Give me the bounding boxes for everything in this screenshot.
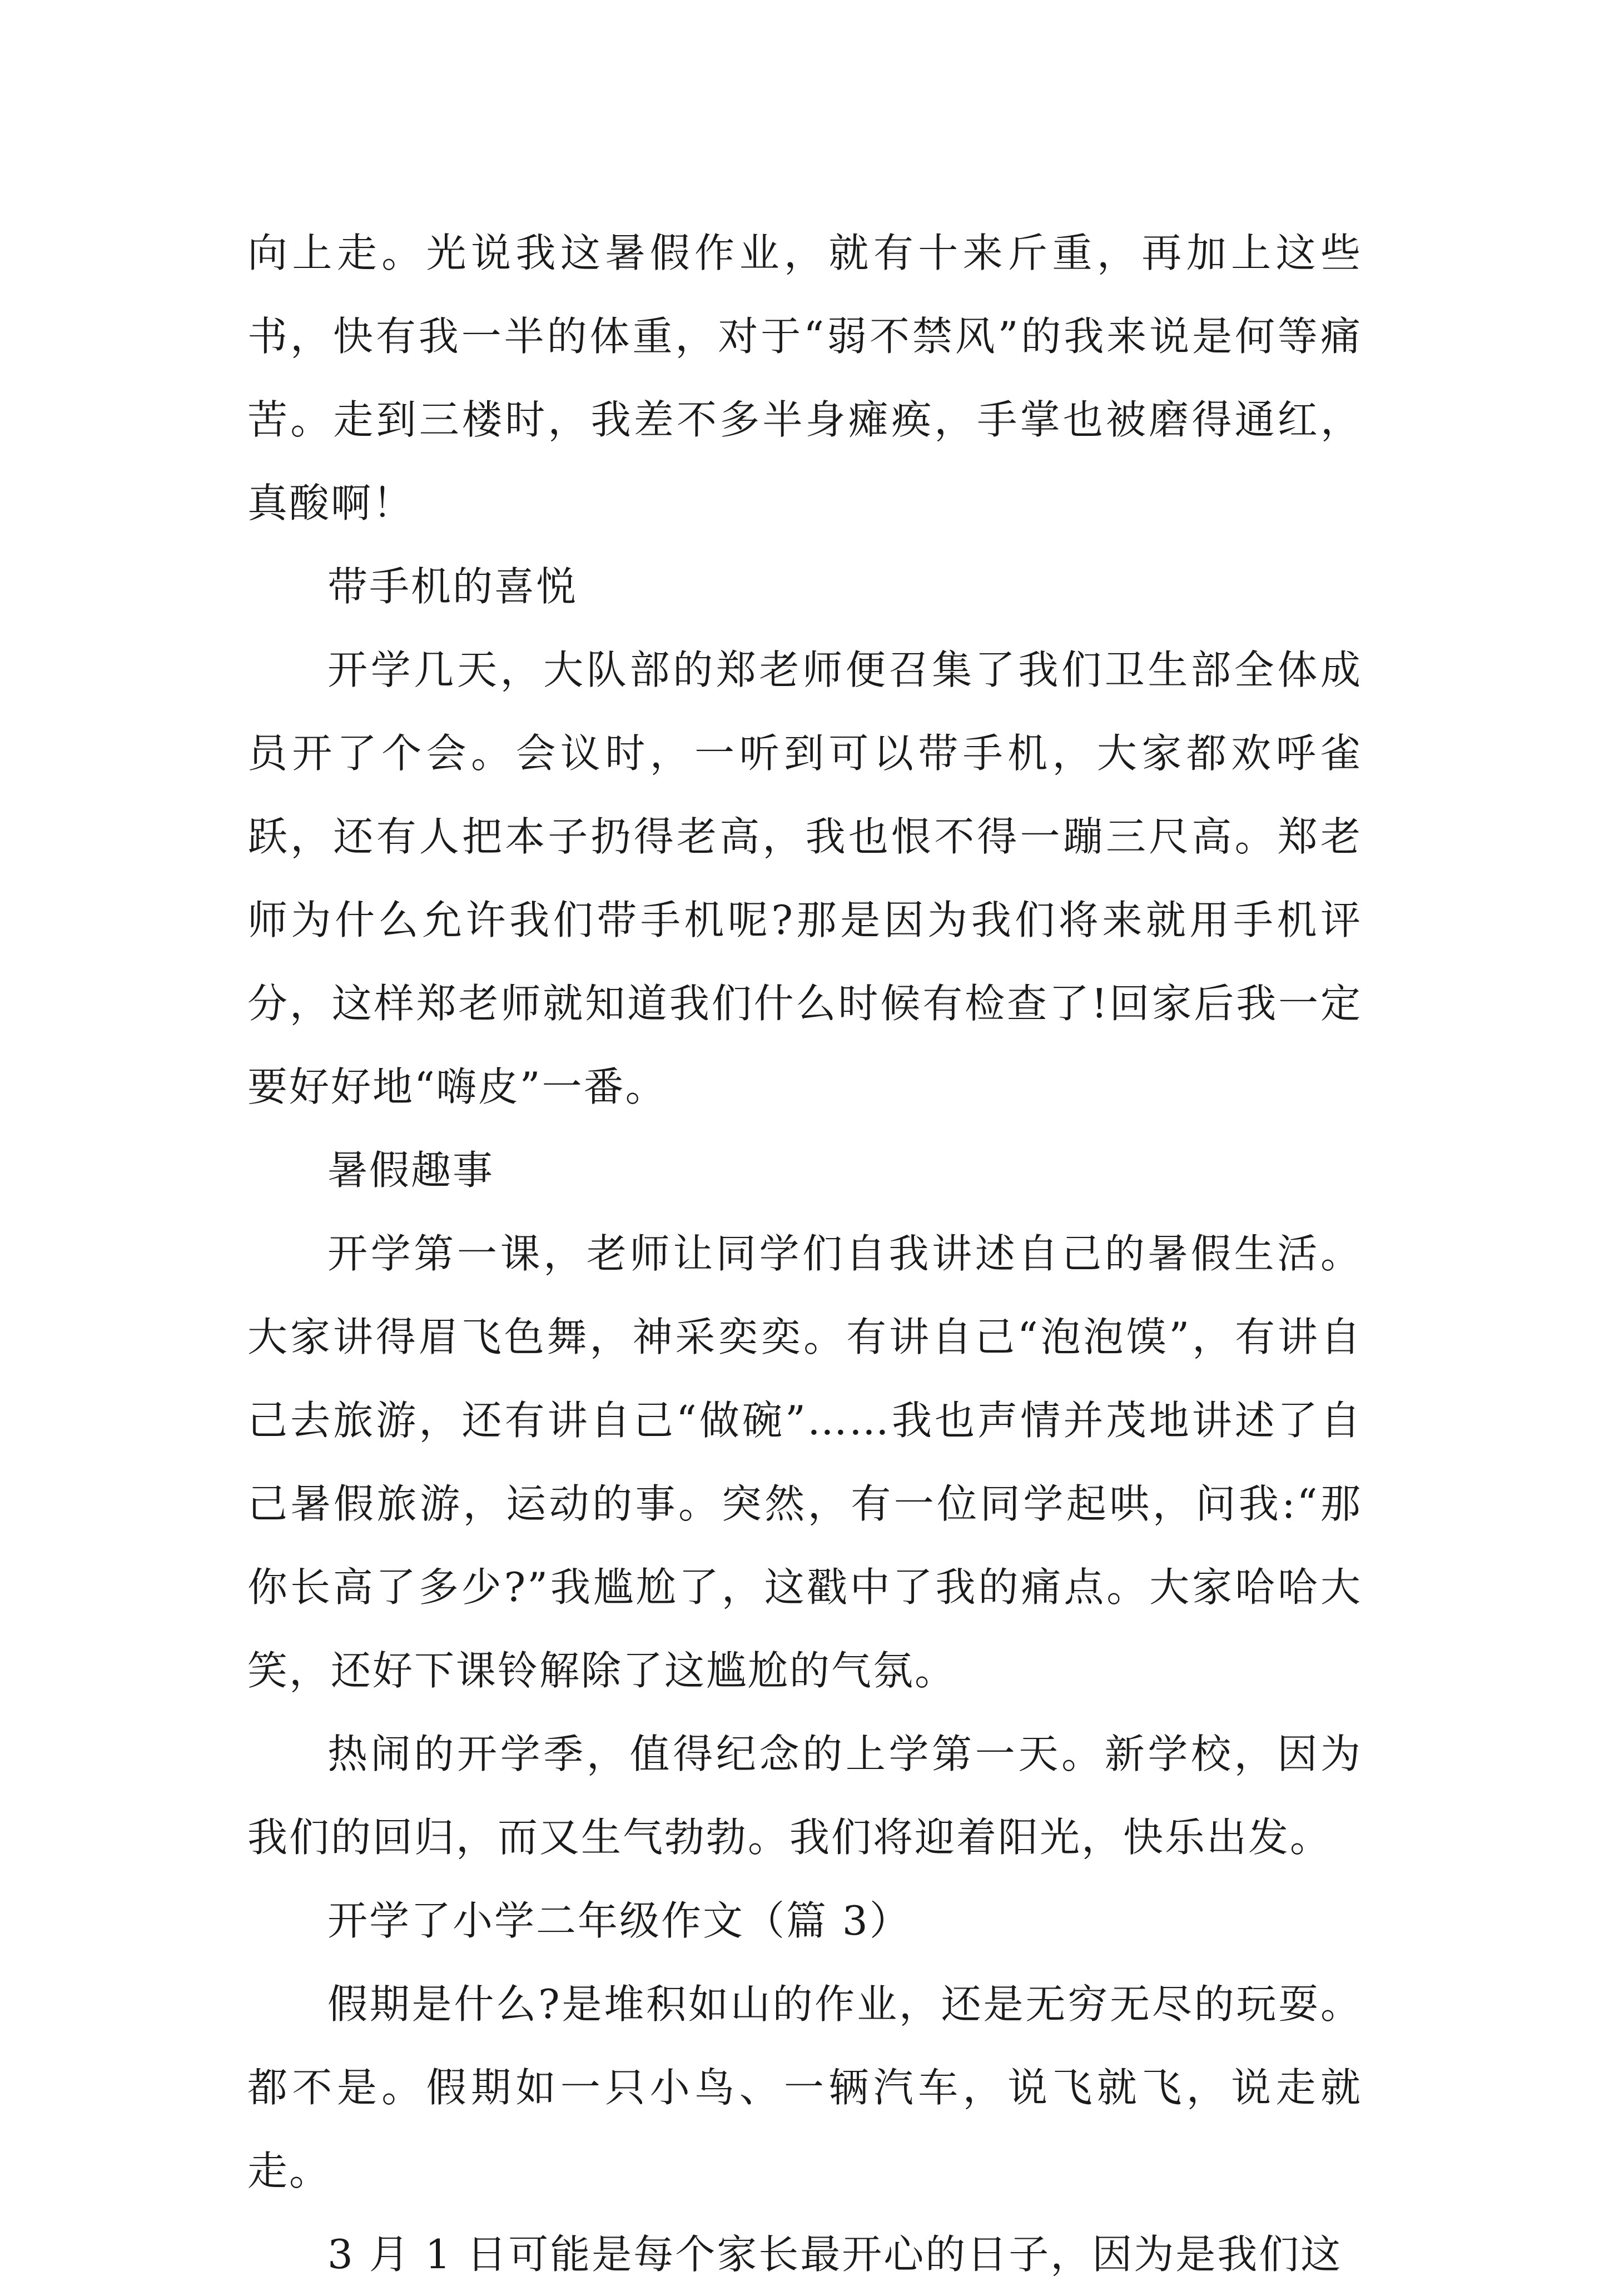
paragraph-first-class: 开学第一课，老师让同学们自我讲述自己的暑假生活。大家讲得眉飞色舞，神采奕奕。有讲自己“泡泡馍”，有讲自己去旅游，还有讲自己“做碗”……我也声情并茂地讲述了自己暑假旅游，运动的事。突然，有一位同学起哄，问我:“那你长高了多少?”我尴尬了，这戳中了我的痛点。大家哈哈大笑，还好下课铃解除了这尴尬的气氛。 — [247, 1230, 1362, 1694]
paragraph-intro-continuation: 向上走。光说我这暑假作业，就有十来斤重，再加上这些书，快有我一半的体重，对于“弱不禁风”的我来说是何等痛苦。走到三楼时，我差不多半身瘫痪，手掌也被磨得通红，真酸啊！ — [247, 230, 1362, 526]
section-heading-phone-joy: 带手机的喜悦 — [327, 563, 578, 610]
section-heading-summer-fun: 暑假趣事 — [327, 1147, 495, 1194]
paragraph-phone-meeting: 开学几天，大队部的郑老师便召集了我们卫生部全体成员开了个会。会议时，一听到可以带手机，大家都欢呼雀跃，还有人把本子扔得老高，我也恨不得一蹦三尺高。郑老师为什么允许我们带手机呢?那是因为我们将来就用手机评分，这样郑老师就知道我们什么时候有检查了!回家后我一定要好好地“嗨皮”一番。 — [247, 647, 1362, 1110]
paragraph-school-season: 热闹的开学季，值得纪念的上学第一天。新学校，因为我们的回归，而又生气勃勃。我们将迎着阳光，快乐出发。 — [247, 1731, 1362, 1861]
paragraph-what-is-holiday: 假期是什么?是堆积如山的作业，还是无穷无尽的玩耍。都不是。假期如一只小鸟、一辆汽车，说飞就飞，说走就走。 — [247, 1981, 1362, 2194]
paragraph-march-first: 3 月 1 日可能是每个家长最开心的日子，因为是我们这 — [327, 2231, 1343, 2278]
document-body — [247, 211, 1362, 2296]
essay-title-part-3: 开学了小学二年级作文（篇 3） — [327, 1897, 911, 1944]
